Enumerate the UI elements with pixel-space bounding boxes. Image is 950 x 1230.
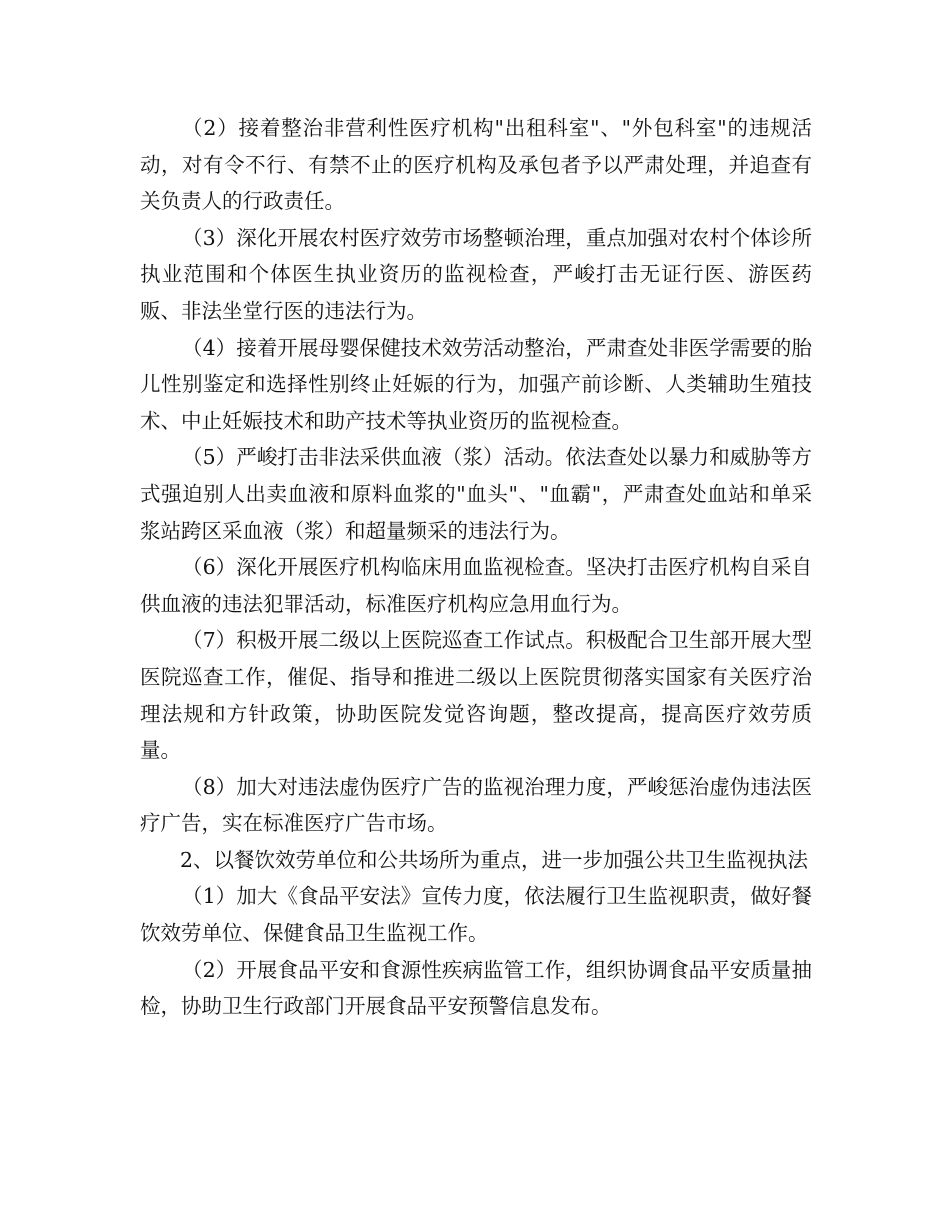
paragraph-subitem-2: （2）开展食品平安和食源性疾病监管工作，组织协调食品平安质量抽检，协助卫生行政部门开展食品平安预警信息发布。: [140, 957, 812, 1019]
section-heading-2: 2、以餐饮效劳单位和公共场所为重点，进一步加强公共卫生监视执法: [179, 847, 809, 872]
paragraph-item-3: （3）深化开展农村医疗效劳市场整顿治理，重点加强对农村个体诊所执业范围和个体医生执业资历的监视检查，严峻打击无证行医、游医药贩、非法坐堂行医的违法行为。: [140, 225, 812, 323]
paragraph-item-5: （5）严峻打击非法采供血液（浆）活动。依法查处以暴力和威胁等方式强迫别人出卖血液和原料血浆的"血头"、"血霸"，严肃查处血站和单采浆站跨区采血液（浆）和超量频采的违法行为。: [140, 445, 812, 543]
paragraph-subitem-1: （1）加大《食品平安法》宣传力度，依法履行卫生监视职责，做好餐饮效劳单位、保健食品卫生监视工作。: [140, 884, 812, 946]
paragraph-item-6: （6）深化开展医疗机构临床用血监视检查。坚决打击医疗机构自采自供血液的违法犯罪活动，标准医疗机构应急用血行为。: [140, 555, 812, 616]
paragraph-item-2: （2）接着整治非营利性医疗机构"出租科室"、"外包科室"的违规活动，对有令不行、有禁不止的医疗机构及承包者予以严肃处理，并追查有关负责人的行政责任。: [140, 116, 812, 214]
paragraph-item-7: （7）积极开展二级以上医院巡查工作试点。积极配合卫生部开展大型医院巡查工作，催促、指导和推进二级以上医院贯彻落实国家有关医疗治理法规和方针政策，协助医院发觉咨询题，整改提高，提高医疗效劳质量。: [140, 628, 812, 763]
paragraph-item-4: （4）接着开展母婴保健技术效劳活动整治，严肃查处非医学需要的胎儿性别鉴定和选择性别终止妊娠的行为，加强产前诊断、人类辅助生殖技术、中止妊娠技术和助产技术等执业资历的监视检查。: [140, 335, 812, 433]
document-body: [140, 110, 812, 1025]
paragraph-item-8: （8）加大对违法虚伪医疗广告的监视治理力度，严峻惩治虚伪违法医疗广告，实在标准医疗广告市场。: [140, 774, 812, 836]
